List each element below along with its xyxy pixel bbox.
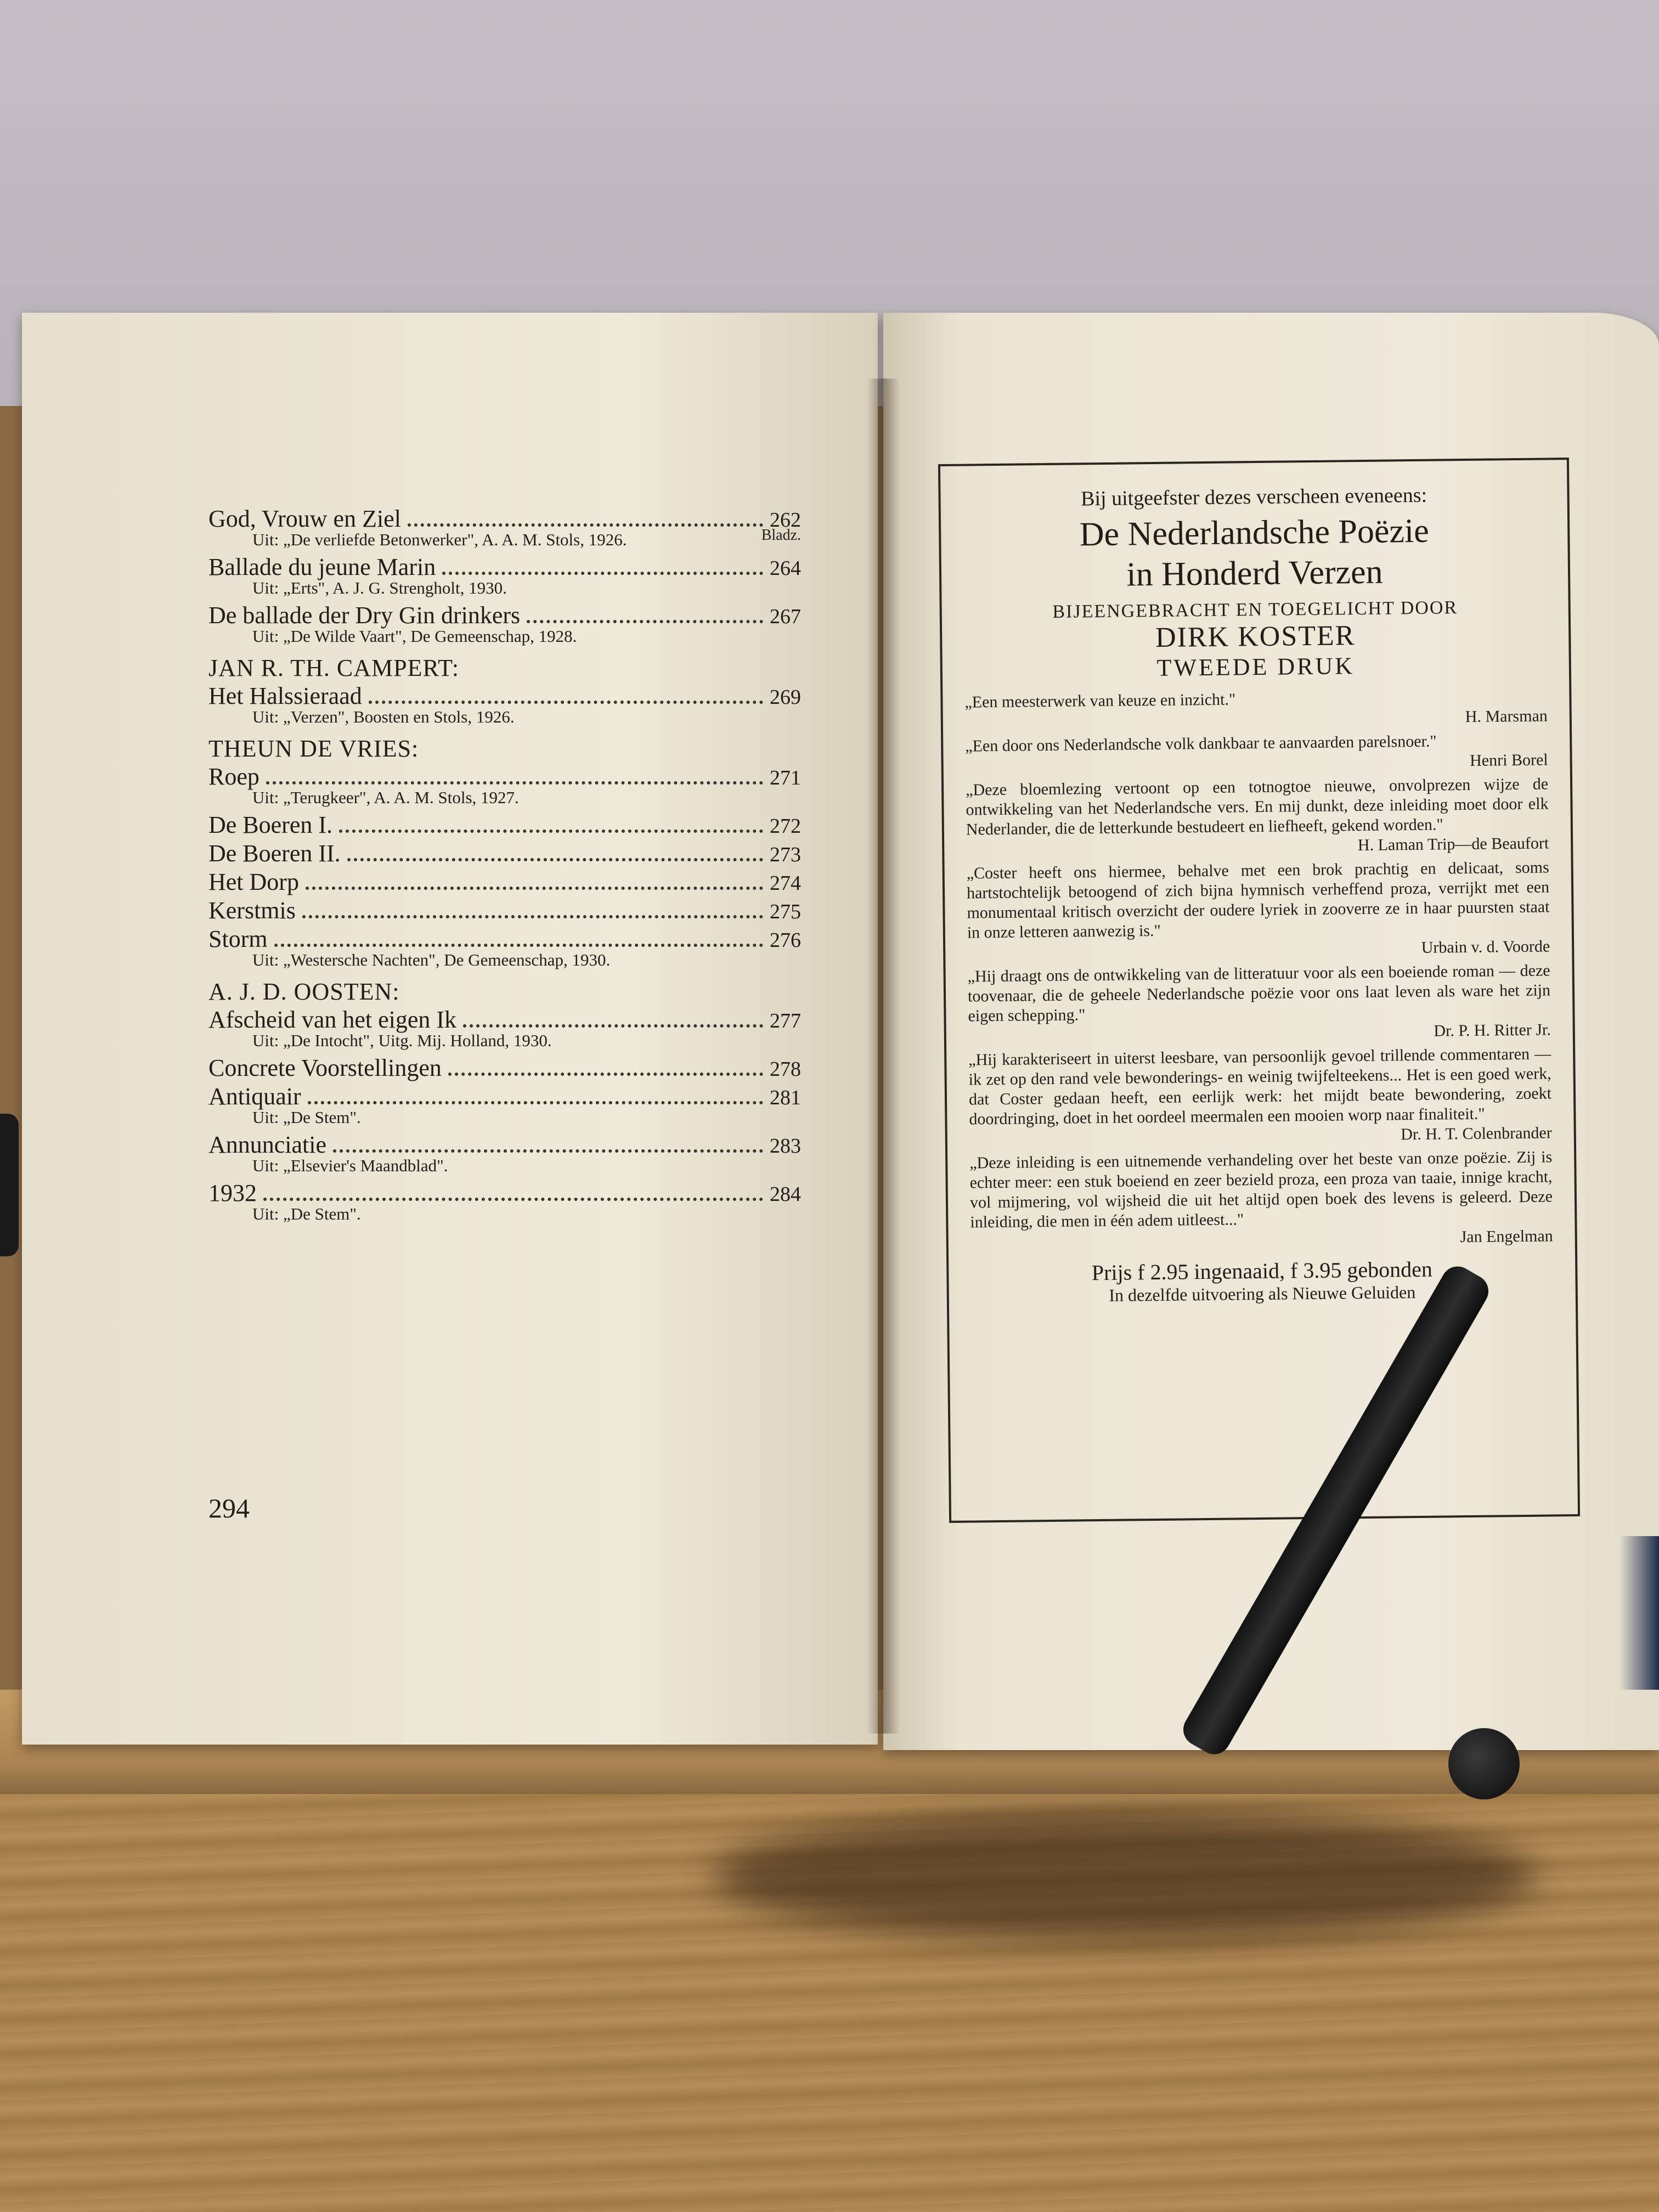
toc-source: Uit: „Elsevier's Maandblad". [252,1156,448,1175]
toc-entry: Antiquair 281 [208,1083,801,1110]
toc-entry: God, Vrouw en Ziel 262 [208,505,801,532]
toc-section-heading: A. J. D. OOSTEN: [208,978,400,1005]
toc-section-heading: JAN R. TH. CAMPERT: [208,654,460,681]
toc-section-heading: THEUN DE VRIES: [208,735,419,762]
toc-source: Uit: „Westersche Nachten", De Gemeenschap, 1930. [252,950,611,969]
ad-byline: BIJEENGEBRACHT EN TOEGELICHT DOOR [1052,597,1458,622]
toc-entry: 1932 284 [208,1180,801,1206]
table-of-contents [208,505,801,1227]
book-gutter [867,379,900,1734]
review-quote: „Coster heeft ons hiermee, behalve met een brok prachtig en delicaat, soms hartstochtelijk betoogend of zich bijna hymnisch verheffend proza, verrijkt met een monumentaal kritisch overzicht der oudere lyriek in zooverre ze in haar puursten staat in onze letteren aanwezig is." Urbain v. d. Voorde [966,858,1550,957]
toc-source: Uit: „De Wilde Vaart", De Gemeenschap, 1928. [252,627,577,646]
review-quote: „Hij draagt ons de ontwikkeling van de litteratuur voor als een boeiende roman — deze toovenaar, die de geheele Nederlandsche poëzie voor ons laat leven als ware het zijn eigen schepping." Dr. P. H. Ritter Jr. [967,961,1551,1040]
page-number: 294 [208,1493,250,1523]
toc-entry: Het Halssieraad 269 [208,682,801,709]
review-quote: „Een door ons Nederlandsche volk dankbaar te aanvaarden parelsnoer." Henri Borel [965,732,1548,770]
ad-intro: Bij uitgeefster dezes verscheen eveneens: [1080,483,1427,511]
advertisement-box [938,458,1580,1523]
review-quote: „Een meesterwerk van keuze en inzicht." H. Marsman [964,690,1548,726]
book-shadow [713,1810,1536,1942]
toc-source: Uit: „De Stem". [252,1108,361,1127]
toc-entry: De Boeren II. 273 [208,840,801,867]
toc-source: Uit: „De Intocht", Uitg. Mij. Holland, 1930. [252,1031,552,1050]
toc-entry: Concrete Voorstellingen 278 [208,1054,801,1081]
ad-author: DIRK KOSTER [1155,619,1356,653]
toc-entry: De Boeren I. 272 [208,811,801,838]
toc-source: Uit: „Verzen", Boosten en Stols, 1926. [252,707,515,726]
toc-entry: Storm 276 [208,926,801,952]
ad-edition: TWEEDE DRUK [1156,652,1355,681]
ad-title [963,509,1546,597]
toc-source: Uit: „Terugkeer", A. A. M. Stols, 1927. [252,788,519,807]
review-quote: „Deze bloemlezing vertoont op een totnogtoe nieuwe, onvolprezen wijze de ontwikkeling van het Nederlandsche vers. En mij dunkt, deze inleiding moet door elk Nederlander, die de letterkunde bestudeert en liefheeft, gekend worden." H. Laman Trip—de Beaufort [965,775,1549,854]
bladz-label: Bladz. [761,527,801,544]
ad-price: Prijs f 2.95 ingenaaid, f 3.95 gebonden [1091,1256,1433,1285]
toc-source: Uit: „Erts", A. J. G. Strengholt, 1930. [252,578,507,597]
book-edge [1618,1536,1659,1690]
toc-source: Uit: „De Stem". [252,1204,361,1223]
toc-entry: Afscheid van het eigen Ik 277 [208,1006,801,1033]
page-clip-left [0,1114,19,1256]
toc-source: Uit: „De verliefde Betonwerker", A. A. M. Stols, 1926. [252,530,627,549]
review-quote: „Deze inleiding is een uitnemende verhandeling over het beste van onze poëzie. Zij is echter meer: een stuk boeiend en zeer bezield proza, een proza van taaie, innige kracht, vol mijmering, vol wijsheid die uit het altijd open boek des levens is geleerd. Deze inleiding, die men in één adem uitleest..." Jan Engelman [969,1148,1553,1246]
review-quote: „Hij karakteriseert in uiterst leesbare, van persoonlijk gevoel trillende commentaren — ik zet op den rand vele bewonderings- en weinig twijfelteekens... Het is een goed werk, dat Coster gedaan heeft, een eerlijk werk: het mijdt beate bewondering, zoekt doordringing, doet in het oordeel meermalen een mooien worp naar finaliteit." Dr. H. T. Colenbrander [968,1045,1552,1144]
ad-note: In dezelfde uitvoering als Nieuwe Geluiden [1109,1282,1416,1305]
toc-entry: De ballade der Dry Gin drinkers 267 [208,602,801,629]
toc-entry: Het Dorp 274 [208,868,801,895]
toc-entry: Roep 271 [208,763,801,790]
ad-title-line: in Honderd Verzen [1126,553,1383,594]
toc-entry: Annunciatie 283 [208,1131,801,1158]
ad-title-line: De Nederlandsche Poëzie [1079,512,1430,554]
toc-entry: Ballade du jeune Marin 264 [208,554,801,580]
page-holder-knob [1448,1728,1520,1799]
toc-entry: Kerstmis 275 [208,897,801,924]
